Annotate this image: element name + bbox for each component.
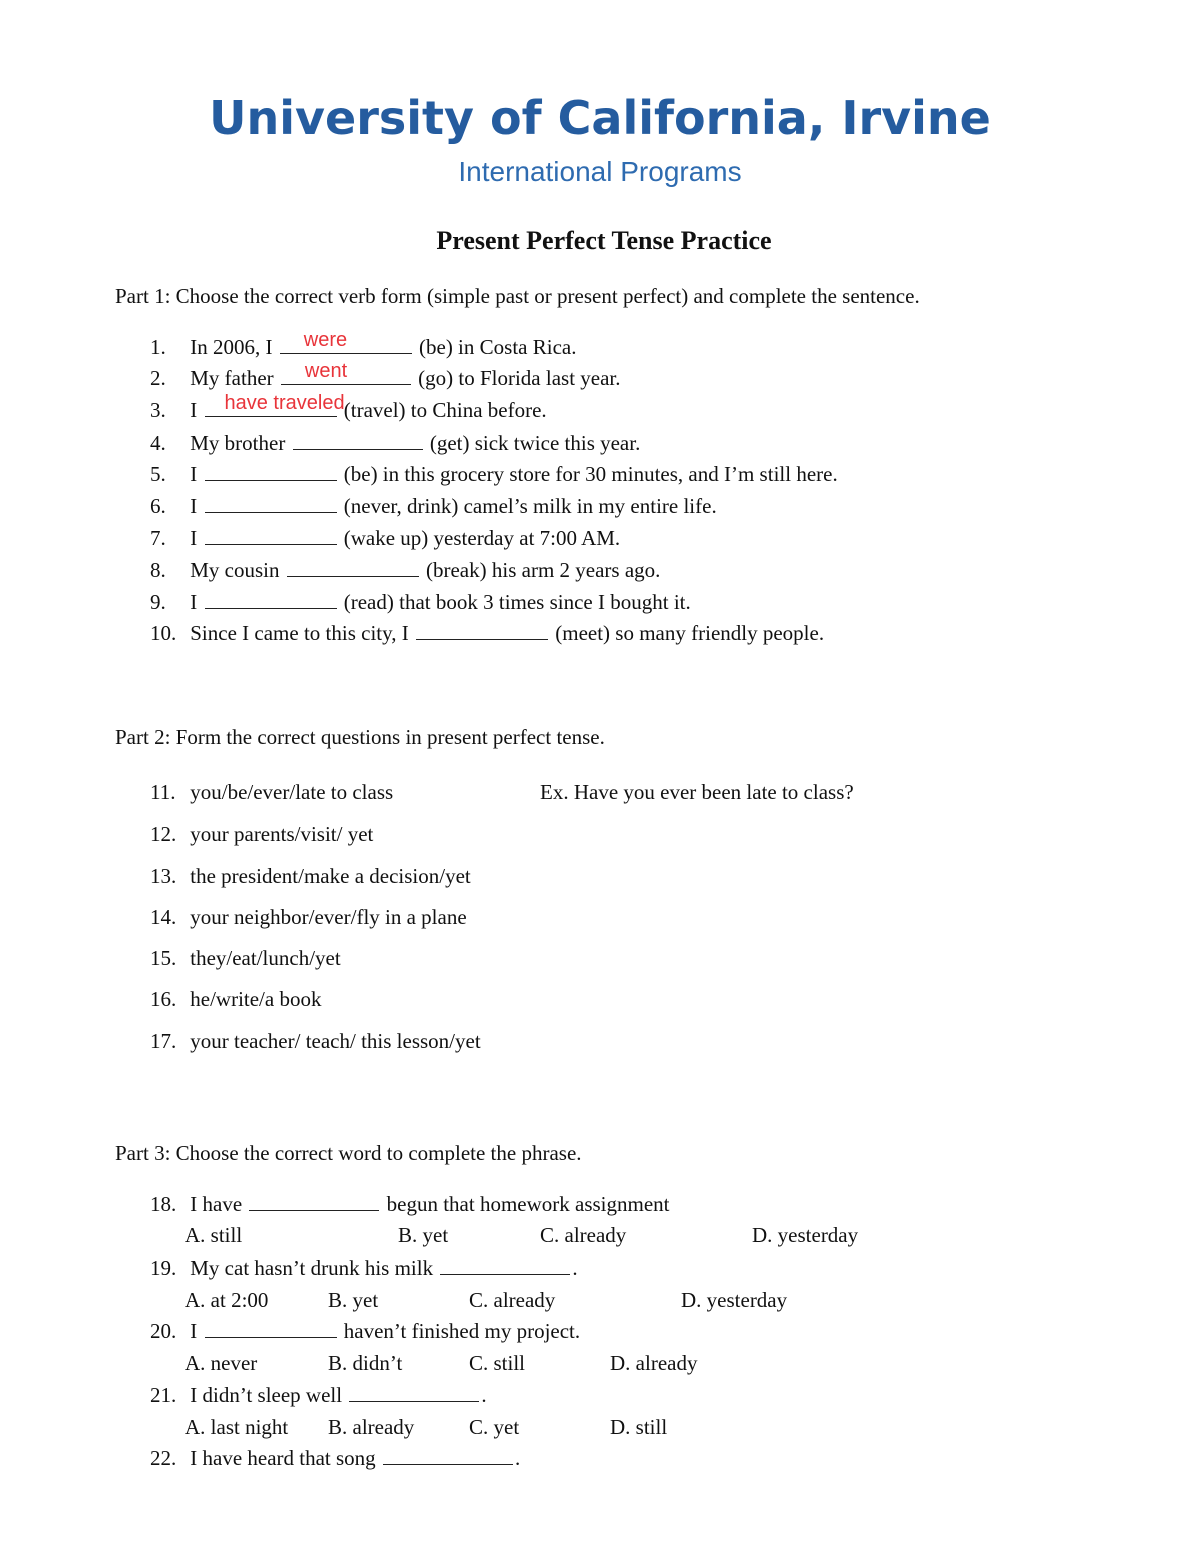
answer-blank[interactable] xyxy=(205,590,337,609)
item-number: 5. xyxy=(150,462,166,486)
question-prompt: your neighbor/ever/fly in a plane xyxy=(190,905,467,929)
part3-item-20 xyxy=(150,1319,580,1344)
answer-text: went xyxy=(304,360,348,382)
sentence-end: . xyxy=(514,1446,521,1470)
part1-item-1 xyxy=(150,329,577,360)
item-number: 22. xyxy=(150,1446,177,1470)
part2-heading: Part 2: Form the correct questions in present perfect tense. xyxy=(115,725,605,749)
sentence-start: I have heard that song xyxy=(190,1446,376,1470)
option-d[interactable]: D. still xyxy=(610,1415,668,1439)
sentence-end: . xyxy=(481,1383,487,1407)
part3-item-21 xyxy=(150,1383,487,1408)
university-name: University of California, Irvine xyxy=(209,91,991,145)
part1-item-4 xyxy=(150,431,640,456)
option-a[interactable]: A. never xyxy=(185,1351,258,1375)
sentence-end: (go) to Florida last year. xyxy=(418,366,621,390)
answer-blank[interactable] xyxy=(205,1319,337,1338)
sentence-end: (never, drink) camel’s milk in my entire life. xyxy=(343,494,717,518)
sentence-end: haven’t finished my project. xyxy=(343,1319,581,1343)
item-number: 13. xyxy=(150,864,177,888)
sentence-start: I xyxy=(190,494,198,518)
sentence-start: I xyxy=(190,590,198,614)
sentence-start: Since I came to this city, I xyxy=(190,621,409,645)
item-number: 8. xyxy=(150,558,166,582)
university-logo xyxy=(0,88,1200,192)
part1-item-8 xyxy=(150,558,660,583)
sentence-start: I xyxy=(190,1319,198,1343)
item-number: 4. xyxy=(150,431,166,455)
part3-item-19 xyxy=(150,1256,578,1281)
sentence-end: . xyxy=(572,1256,578,1280)
answer-blank[interactable] xyxy=(280,329,412,354)
item-number: 16. xyxy=(150,987,177,1011)
option-a[interactable]: A. last night xyxy=(185,1415,289,1439)
part2-item-15 xyxy=(150,946,341,971)
part2-item-13 xyxy=(150,864,471,889)
sentence-start: My father xyxy=(190,366,274,390)
sentence-end: (break) his arm 2 years ago. xyxy=(426,558,661,582)
item-number: 3. xyxy=(150,398,166,422)
item-number: 10. xyxy=(150,621,177,645)
part2-item-17 xyxy=(150,1029,481,1054)
example-answer: Ex. Have you ever been late to class? xyxy=(540,780,854,804)
option-b[interactable]: B. yet xyxy=(328,1288,379,1312)
sentence-end: (wake up) yesterday at 7:00 AM. xyxy=(343,526,621,550)
sentence-end: (meet) so many friendly people. xyxy=(555,621,825,645)
answer-blank[interactable] xyxy=(349,1383,479,1402)
item-number: 20. xyxy=(150,1319,177,1343)
sentence-start: I didn’t sleep well xyxy=(190,1383,343,1407)
page-title: Present Perfect Tense Practice xyxy=(436,226,772,255)
question-prompt: your parents/visit/ yet xyxy=(190,822,374,846)
sentence-start: My cat hasn’t drunk his milk xyxy=(190,1256,434,1280)
option-a[interactable]: A. at 2:00 xyxy=(185,1288,269,1312)
option-c[interactable]: C. yet xyxy=(469,1415,520,1439)
sentence-end: (get) sick twice this year. xyxy=(429,431,641,455)
option-a[interactable]: A. still xyxy=(185,1223,243,1247)
sentence-start: My cousin xyxy=(190,558,280,582)
option-d[interactable]: D. yesterday xyxy=(752,1223,859,1247)
answer-blank[interactable] xyxy=(205,462,337,481)
item-number: 19. xyxy=(150,1256,177,1280)
question-prompt: the president/make a decision/yet xyxy=(190,864,471,888)
part1-item-5 xyxy=(150,462,838,487)
option-d[interactable]: D. already xyxy=(610,1351,698,1375)
answer-text: were xyxy=(303,329,348,351)
part1-heading: Part 1: Choose the correct verb form (simple past or present perfect) and complete the sentence. xyxy=(115,284,920,308)
sentence-start: I xyxy=(190,398,198,422)
answer-blank[interactable] xyxy=(205,526,337,545)
option-b[interactable]: B. yet xyxy=(398,1223,449,1247)
item-number: 12. xyxy=(150,822,177,846)
answer-blank[interactable] xyxy=(205,392,345,417)
option-c[interactable]: C. already xyxy=(469,1288,556,1312)
answer-blank[interactable] xyxy=(416,621,548,640)
sentence-start: I xyxy=(190,526,198,550)
part1-item-6 xyxy=(150,494,717,519)
answer-blank[interactable] xyxy=(281,360,411,385)
question-prompt: you/be/ever/late to class xyxy=(190,780,394,804)
option-c[interactable]: C. still xyxy=(469,1351,526,1375)
part2-item-12 xyxy=(150,822,373,847)
part2-item-14 xyxy=(150,905,467,930)
sentence-end: (travel) to China before. xyxy=(343,398,547,422)
question-prompt: he/write/a book xyxy=(190,987,322,1011)
option-b[interactable]: B. didn’t xyxy=(328,1351,403,1375)
part1-item-3 xyxy=(150,392,547,423)
answer-blank[interactable] xyxy=(249,1192,379,1211)
answer-blank[interactable] xyxy=(287,558,419,577)
item-number: 15. xyxy=(150,946,177,970)
part1-item-9 xyxy=(150,590,691,615)
sentence-end: (read) that book 3 times since I bought it. xyxy=(343,590,691,614)
part3-item-18 xyxy=(150,1192,670,1217)
item-number: 14. xyxy=(150,905,177,929)
item-number: 17. xyxy=(150,1029,177,1053)
item-number: 21. xyxy=(150,1383,177,1407)
question-prompt: your teacher/ teach/ this lesson/yet xyxy=(190,1029,481,1053)
sentence-start: I xyxy=(190,462,198,486)
part1-item-2 xyxy=(150,360,621,391)
sentence-end: (be) in this grocery store for 30 minutes, and I’m still here. xyxy=(343,462,838,486)
sentence-end: (be) in Costa Rica. xyxy=(419,335,577,359)
answer-blank[interactable] xyxy=(440,1256,570,1275)
option-c[interactable]: C. already xyxy=(540,1223,627,1247)
part1-item-10 xyxy=(150,621,824,646)
answer-blank[interactable] xyxy=(383,1446,513,1465)
part3-heading: Part 3: Choose the correct word to complete the phrase. xyxy=(115,1141,582,1165)
item-number: 1. xyxy=(150,335,166,359)
answer-blank[interactable] xyxy=(205,494,337,513)
item-number: 11. xyxy=(150,780,176,804)
sentence-end: begun that homework assignment xyxy=(386,1192,670,1216)
item-number: 7. xyxy=(150,526,166,550)
answer-text: have traveled xyxy=(224,392,345,414)
option-b[interactable]: B. already xyxy=(328,1415,415,1439)
answer-blank[interactable] xyxy=(293,431,423,450)
part1-item-7 xyxy=(150,526,620,551)
item-number: 18. xyxy=(150,1192,177,1216)
sentence-start: I have xyxy=(190,1192,243,1216)
sentence-start: In 2006, I xyxy=(190,335,273,359)
sentence-start: My brother xyxy=(190,431,286,455)
part2-item-16 xyxy=(150,987,321,1012)
item-number: 2. xyxy=(150,366,166,390)
part3-item-22 xyxy=(150,1446,520,1471)
question-prompt: they/eat/lunch/yet xyxy=(190,946,341,970)
option-d[interactable]: D. yesterday xyxy=(681,1288,788,1312)
item-number: 6. xyxy=(150,494,166,518)
program-name: International Programs xyxy=(458,156,742,187)
item-number: 9. xyxy=(150,590,166,614)
